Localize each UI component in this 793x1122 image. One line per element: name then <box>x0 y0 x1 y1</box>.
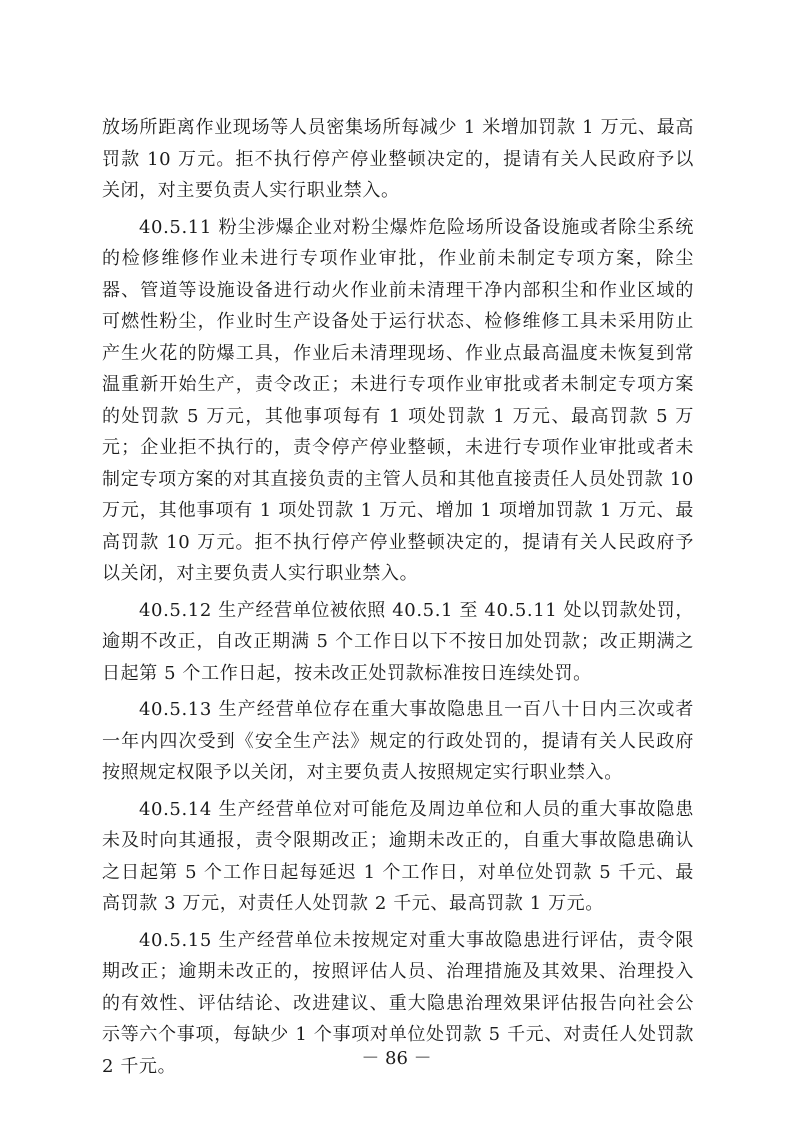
paragraph-40-5-12: 40.5.12 生产经营单位被依照 40.5.1 至 40.5.11 处以罚款处罚，逾期不改正，自改正期满 5 个工作日以下不按日加处罚款；改正期满之日起第 5 个工作日起，按未改正处罚款标准按日连续处罚。 <box>102 599 694 684</box>
paragraph-40-5-14: 40.5.14 生产经营单位对可能危及周边单位和人员的重大事故隐患未及时向其通报，责令限期改正；逾期未改正的，自重大事故隐患确认之日起第 5 个工作日起每延迟 1 个工作日，对单位处罚款 5 千元、最高罚款 3 万元，对责任人处罚款 2 千元、最高罚款 1 万元。 <box>102 798 694 914</box>
document-body <box>102 112 694 1087</box>
paragraph-40-5-11: 40.5.11 粉尘涉爆企业对粉尘爆炸危险场所设备设施或者除尘系统的检修维修作业未进行专项作业审批，作业前未制定专项方案，除尘器、管道等设施设备进行动火作业前未清理干净内部积尘和作业区域的可燃性粉尘，作业时生产设备处于运行状态、检修维修工具未采用防止产生火花的防爆工具，作业后未清理现场、作业点最高温度未恢复到常温重新开始生产，责令改正；未进行专项作业审批或者未制定专项方案的处罚款 5 万元，其他事项每有 1 项处罚款 1 万元、最高罚款 5 万元；企业拒不执行的，责令停产停业整顿，未进行专项作业审批或者未制定专项方案的对其直接负责的主管人员和其他直接责任人员处罚款 10 万元，其他事项有 1 项处罚款 1 万元、增加 1 项增加罚款 1 万元、最高罚款 10 万元。拒不执行停产停业整顿决定的，提请有关人民政府予以关闭，对主要负责人实行职业禁入。 <box>102 216 694 584</box>
page-number: － 86 － <box>361 1048 432 1069</box>
paragraph-40-5-13: 40.5.13 生产经营单位存在重大事故隐患且一百八十日内三次或者一年内四次受到《安全生产法》规定的行政处罚的，提请有关人民政府按照规定权限予以关闭，对主要负责人按照规定实行职业禁入。 <box>102 699 694 783</box>
paragraph-40-5-15: 40.5.15 生产经营单位未按规定对重大事故隐患进行评估，责令限期改正；逾期未改正的，按照评估人员、治理措施及其效果、治理投入的有效性、评估结论、改进建议、重大隐患治理效果评估报告向社会公示等六个事项，每缺少 1 个事项对单位处罚款 5 千元、对责任人处罚款 2 千元。 <box>102 929 694 1077</box>
paragraph-continuation: 放场所距离作业现场等人员密集场所每减少 1 米增加罚款 1 万元、最高罚款 10 万元。拒不执行停产停业整顿决定的，提请有关人民政府予以关闭，对主要负责人实行职业禁入。 <box>102 117 694 201</box>
